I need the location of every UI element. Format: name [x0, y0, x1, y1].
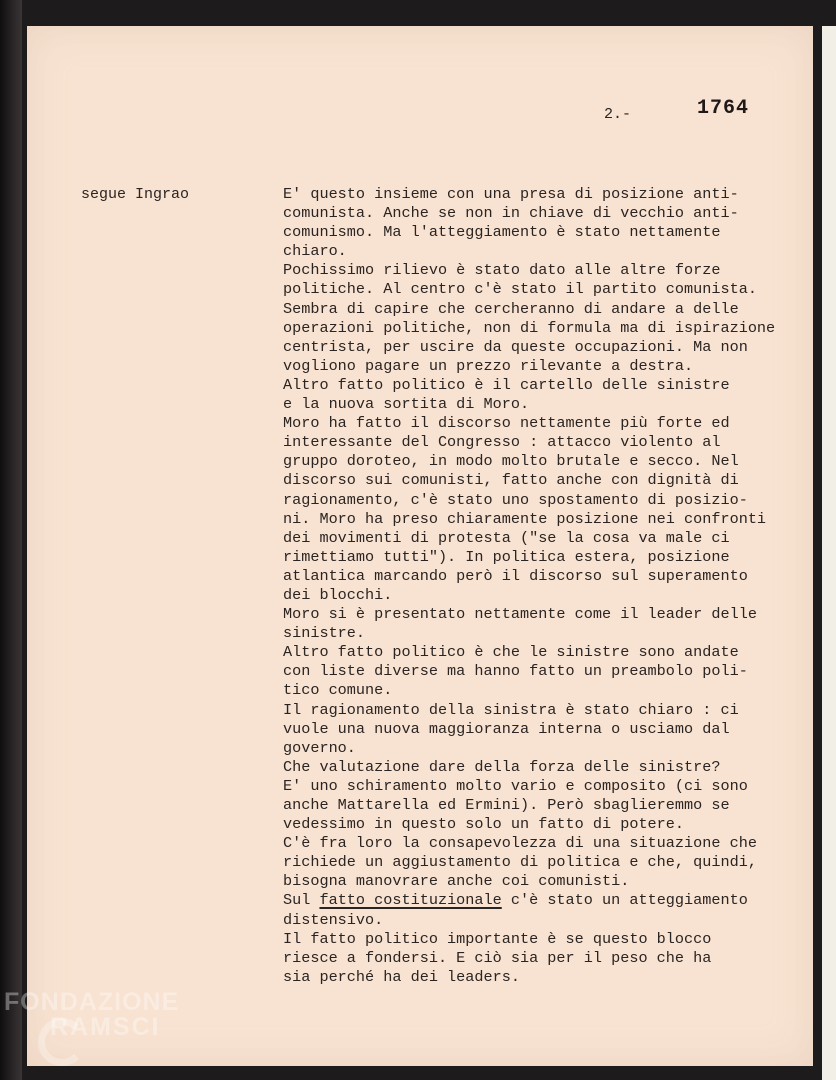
underlined-phrase: fatto costituzionale [319, 891, 502, 910]
body-line: Moro si è presentato nettamente come il leader delle [283, 605, 757, 624]
watermark-logo-icon [38, 1018, 86, 1066]
body-line: politiche. Al centro c'è stato il partito comunista. [283, 280, 757, 299]
body-text-segment: Sul [283, 891, 320, 910]
body-line: discorso sui comunisti, fatto anche con dignità di [283, 471, 739, 490]
body-line: governo. [283, 738, 356, 757]
body-line: distensivo. [283, 910, 384, 929]
body-line: anche Mattarella ed Ermini). Però sbaglieremmo se [283, 796, 730, 814]
speaker-label: segue Ingrao [81, 186, 190, 203]
body-line: gruppo doroteo, in modo molto brutale e secco. Nel [283, 452, 739, 471]
body-line [283, 891, 803, 910]
body-line: Il ragionamento della sinistra è stato chiaro : ci [283, 700, 739, 719]
binder-spine [0, 0, 22, 1080]
body-line: vedessimo in questo solo un fatto di potere. [283, 815, 685, 834]
body-line: chiaro. [283, 242, 347, 261]
body-line: E' questo insieme con una presa di posizione anti- [283, 185, 739, 203]
body-line: ni. Moro ha preso chiaramente posizione nei confronti [283, 509, 767, 528]
body-line: Altro fatto politico è il cartello delle sinistre [283, 375, 730, 394]
body-line: e la nuova sortita di Moro. [283, 395, 530, 414]
body-line: E' uno schiramento molto vario e composito (ci sono [283, 776, 748, 795]
body-line: atlantica marcando però il discorso sul superamento [283, 566, 748, 585]
body-line: operazioni politiche, non di formula ma di ispirazione [283, 318, 776, 337]
archive-watermark [4, 988, 179, 1042]
body-line: comunista. Anche se non in chiave di vecchio anti- [283, 204, 739, 223]
body-line: tico comune. [283, 681, 393, 700]
body-line: centrista, per uscire da queste occupazioni. Ma non [283, 337, 748, 356]
body-line: sia perché ha dei leaders. [283, 967, 520, 986]
document-number: 1764 [697, 97, 750, 120]
body-line: con liste diverse ma hanno fatto un preambolo poli- [283, 662, 748, 681]
body-line: comunismo. Ma l'atteggiamento è stato nettamente [283, 223, 721, 242]
body-line: Pochissimo rilievo è stato dato alle altre forze [283, 261, 721, 280]
watermark-line-2: RAMSCI [50, 1013, 161, 1041]
page-edge [822, 26, 836, 1080]
body-line: sinistre. [283, 624, 366, 643]
body-line: ragionamento, c'è stato uno spostamento di posizio- [283, 490, 748, 509]
body-line: vogliono pagare un prezzo rilevante a destra. [283, 356, 694, 375]
body-line: vuole una nuova maggioranza interna o usciamo dal [283, 719, 730, 738]
body-line: dei blocchi. [283, 585, 393, 604]
body-line: dei movimenti di protesta ("se la cosa va male ci [283, 528, 730, 547]
body-line: Sembra di capire che cercheranno di andare a delle [283, 299, 739, 318]
body-line: Moro ha fatto il discorso nettamente più forte ed [283, 414, 730, 433]
body-text-segment: c'è stato un atteggiamento [501, 891, 748, 910]
watermark-line-1: FONDAZIONE [4, 988, 180, 1016]
body-line: Il fatto politico importante è se questo blocco [283, 929, 712, 948]
body-line: richiede un aggiustamento di politica e che, quindi, [283, 853, 757, 872]
body-line: interessante del Congresso : attacco violento al [283, 433, 721, 452]
body-line: rimettiamo tutti"). In politica estera, posizione [283, 547, 730, 566]
body-line: Altro fatto politico è che le sinistre sono andate [283, 643, 739, 662]
document-body [283, 185, 803, 987]
body-line: C'è fra loro la consapevolezza di una situazione che [283, 834, 757, 853]
body-line: bisogna manovrare anche coi comunisti. [283, 872, 630, 891]
body-line: Che valutazione dare della forza delle sinistre? [283, 757, 721, 776]
body-line: riesce a fondersi. E ciò sia per il peso che ha [283, 948, 712, 967]
page-number: 2.- [604, 106, 632, 123]
